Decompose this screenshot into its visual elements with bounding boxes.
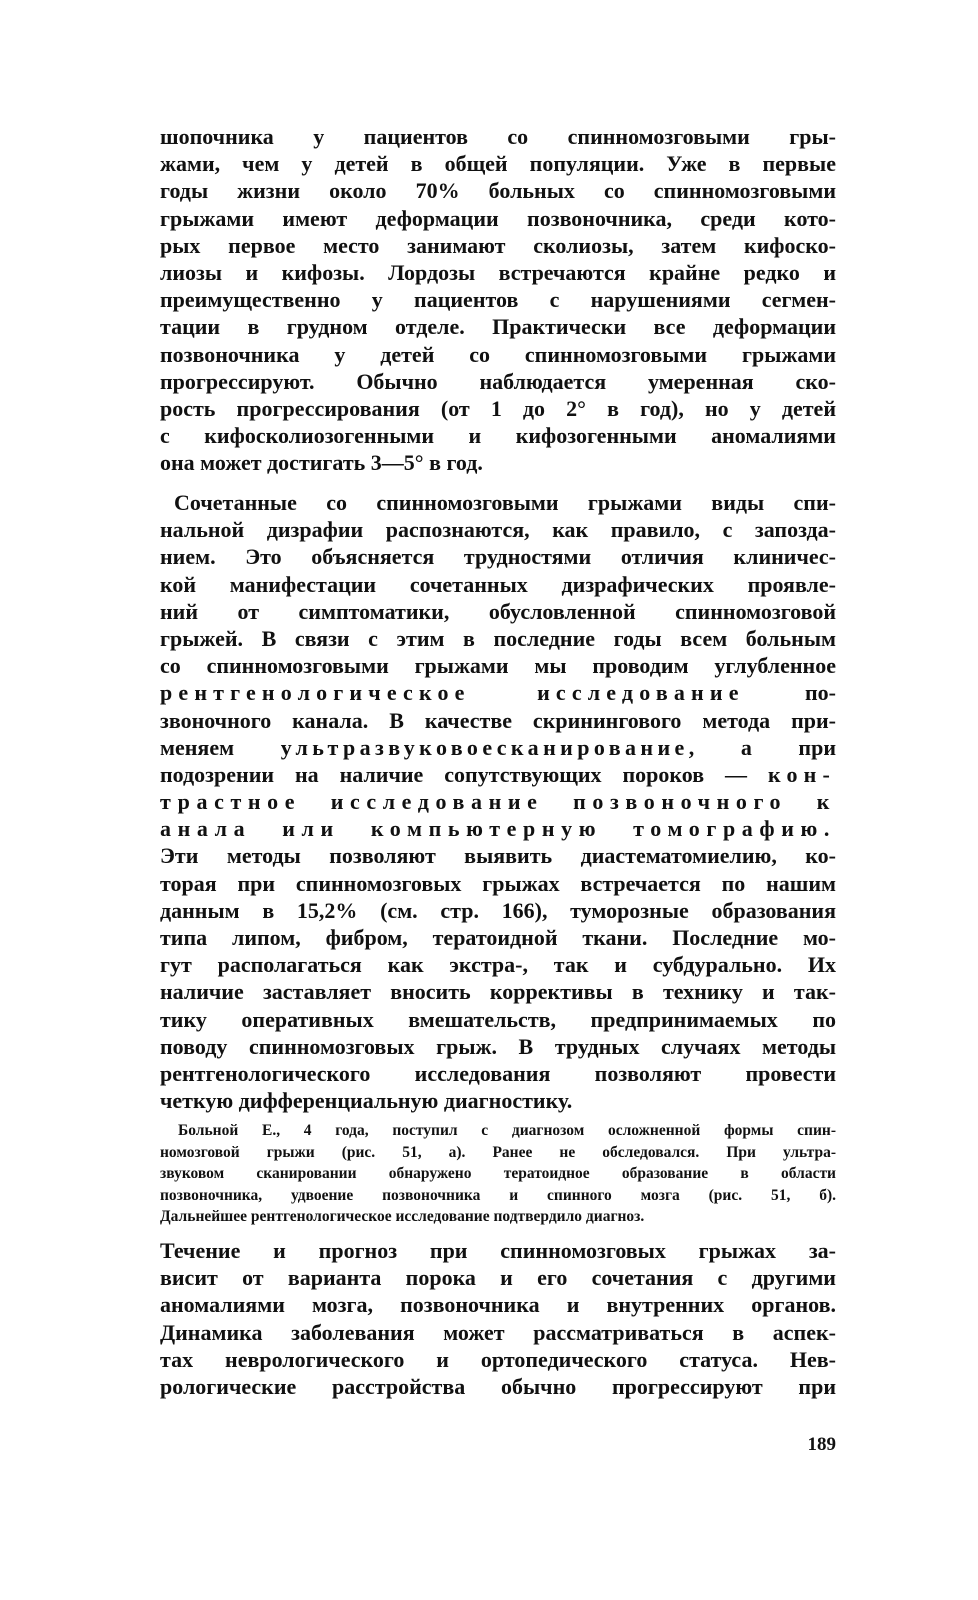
text-line: Течение и прогноз при спинномозговых грыжах за- [160, 1238, 836, 1263]
text-line [160, 734, 836, 761]
text-line: преимущественно у пациентов с нарушениями сегмен- [160, 287, 836, 313]
text-line: поводу спинномозговых грыж. В трудных случаях методы [160, 1033, 836, 1059]
spaced-emphasis: ультразвуковоесканирование [280, 734, 689, 760]
text-line: рологические расстройства обычно прогрессируют при [160, 1373, 836, 1399]
text-line: рентгенологического исследования позволяют провести [160, 1060, 836, 1086]
text-line: ний от симптоматики, обусловленной спинномозговой [160, 598, 836, 624]
text-line: шопочника у пациентов со спинномозговыми гры- [160, 124, 836, 149]
text-line: типа липом, фибром, тератоидной ткани. Последние мо- [160, 925, 836, 950]
text-line: жами, чем у детей в общей популяции. Уже в первые [160, 151, 836, 177]
text-line: Динамика заболевания может рассматриваться в аспек- [160, 1319, 836, 1345]
case-note-line: Дальнейшее рентгенологическое исследование подтвердило диагноз. [160, 1208, 645, 1225]
text-fragment: по- [744, 680, 836, 706]
text-line [160, 679, 836, 706]
text-fragment: , а при [688, 734, 836, 760]
text-fragment: подозрении на наличие сопутствующих пороков — [160, 761, 768, 787]
text-line: тику оперативных вмешательств, предпринимаемых по [160, 1006, 836, 1032]
text-line: звоночного канала. В качестве скринингового метода при- [160, 707, 836, 733]
text-line: гут располагаться как экстра-, так и субдурально. Их [160, 952, 836, 978]
text-line: со спинномозговыми грыжами мы проводим углубленное [160, 653, 836, 679]
text-line: рых первое место занимают сколиозы, затем кифоско- [160, 232, 836, 258]
paragraph-3 [160, 1237, 836, 1400]
text-line: прогрессируют. Обычно наблюдается умеренная ско- [160, 368, 836, 394]
text-line: с кифосколиозогенными и кифозогенными аномалиями [160, 423, 836, 449]
paragraph-2 [160, 489, 836, 1114]
page-number: 189 [807, 1434, 836, 1455]
text-line: лиозы и кифозы. Лордозы встречаются крайне редко и [160, 259, 836, 285]
case-note-line: звуковом сканировании обнаружено тератоидное образование в области [160, 1165, 836, 1182]
text-line: Эти методы позволяют выявить диастематомиелию, ко- [160, 843, 836, 869]
case-note-line: Больной Е., 4 года, поступил с диагнозом осложненной формы спин- [178, 1122, 836, 1139]
case-note-line: номозговой грыжи (рис. 51, а). Ранее не обследовался. При ультра- [160, 1143, 836, 1161]
spaced-emphasis: анала или компьютерную томографию. [160, 816, 836, 842]
text-line: грыжей. В связи с этим в последние годы всем больным [160, 625, 836, 651]
text-line: четкую дифференциальную диагностику. [160, 1088, 573, 1114]
text-line [160, 788, 836, 815]
text-line [160, 815, 836, 842]
text-fragment: меняем [160, 734, 281, 760]
case-note-line: позвоночника, удвоение позвоночника и спинного мозга (рис. 51, б). [160, 1186, 836, 1204]
text-line: Сочетанные со спинномозговыми грыжами виды спи- [174, 490, 836, 515]
spaced-emphasis: кон- [767, 761, 836, 787]
spaced-emphasis: рентгенологическое исследование [160, 680, 745, 706]
text-line: наличие заставляет вносить коррективы в технику и так- [160, 979, 836, 1005]
text-line: тах неврологического и ортопедического статуса. Нев- [160, 1346, 836, 1372]
text-line: аномалиями мозга, позвоночника и внутренних органов. [160, 1292, 836, 1318]
text-line: нальной дизрафии распознаются, как правило, с запозда- [160, 517, 836, 543]
text-line: торая при спинномозговых грыжах встречается по нашим [160, 870, 836, 896]
text-line: рость прогрессирования (от 1 до 2° в год), но у детей [160, 395, 836, 421]
text-line: тации в грудном отделе. Практически все деформации [160, 314, 836, 340]
spaced-emphasis: трастное исследование позвоночного к [160, 789, 836, 815]
paragraph-1 [160, 123, 836, 476]
text-line: она может достигать 3—5° в год. [160, 450, 483, 476]
text-line: нием. Это объясняется трудностями отличия клиничес- [160, 544, 836, 570]
text-line: позвоночника у детей со спинномозговыми грыжами [160, 341, 836, 367]
text-line: годы жизни около 70% больных со спинномозговыми [160, 178, 836, 204]
text-line [160, 761, 836, 788]
text-line: кой манифестации сочетанных дизрафических проявле- [160, 571, 836, 597]
case-note [160, 1120, 836, 1228]
text-line: висит от варианта порока и его сочетания с другими [160, 1265, 836, 1291]
text-line: данным в 15,2% (см. стр. 166), туморозные образования [160, 897, 836, 923]
text-line: грыжами имеют деформации позвоночника, среди кото- [160, 205, 836, 231]
